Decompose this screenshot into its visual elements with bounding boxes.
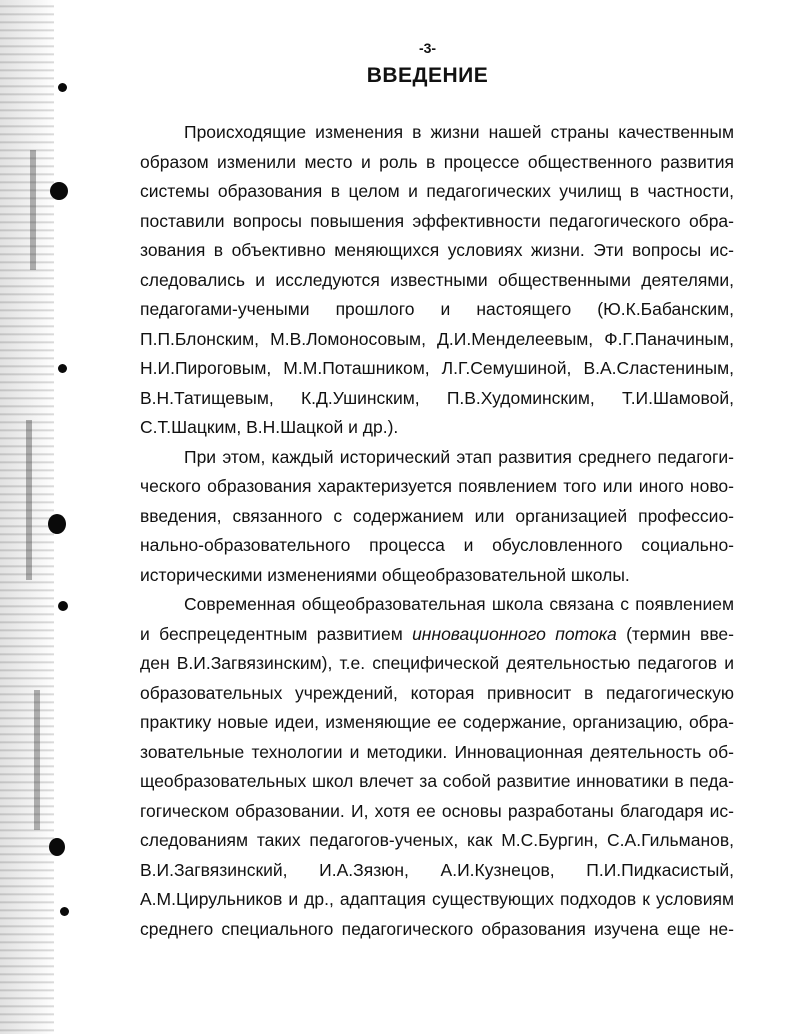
text-line: следованиям таких педагогов-ученых, как М.С.Бургин, С.А.Гильманов, [140,830,734,850]
text-line: А.М.Цирульников и др., адаптация существующих подходов к условиям [140,889,734,909]
body-text [140,118,734,944]
text-line: гогическом образовании. И, хотя ее основы разработаны благодаря ис- [140,800,734,821]
text-line: нально-образовательного процесса и обусловленного социально- [140,535,734,555]
text-segment: и беспрецедентным развитием [140,623,413,644]
text-line: образом изменили место и роль в процессе общественного развития [140,151,734,172]
text-line: При этом, каждый исторический этап развития среднего педагоги- [184,446,734,467]
text-line: зования в объективно меняющихся условиях жизни. Эти вопросы ис- [140,240,734,260]
page-number: -3- [418,40,437,56]
text-line-with-emphasis [140,620,734,650]
binder-hole-mark [60,907,69,916]
text-line: зовательные технологии и методики. Инновационная деятельность об- [140,741,734,762]
text-line: историческими изменениями общеобразовательной школы. [140,564,630,585]
page-title: ВВЕДЕНИЕ [366,64,489,87]
binder-hole-mark [48,514,66,534]
text-line: ческого образования характеризуется появлением того или иного ново- [140,476,734,496]
text-line: В.Н.Татищевым, К.Д.Ушинским, П.В.Худоминским, Т.И.Шамовой, [140,387,734,408]
scan-margin-artifact [0,0,54,1034]
binder-hole-mark [58,364,67,373]
text-line: В.И.Загвязинский, И.А.Зязюн, А.И.Кузнецов, П.И.Пидкасистый, [140,859,734,880]
text-line: С.Т.Шацким, В.Н.Шацкой и др.). [140,417,399,437]
scan-streak [34,690,40,830]
text-line: ден В.И.Загвязинским), т.е. специфической деятельностью педагогов и [140,653,734,673]
text-segment: (термин вве- [616,623,734,644]
text-line: Происходящие изменения в жизни нашей страны качественным [184,122,734,142]
binder-hole-mark [50,182,68,200]
binder-hole-mark [58,601,68,611]
paragraph-1 [140,118,734,443]
text-line: поставили вопросы повышения эффективности педагогического обра- [140,210,734,231]
text-line: щеобразовательных школ влечет за собой развитие инноватики в педа- [140,771,734,791]
text-line: педагогами-учеными прошлого и настоящего (Ю.К.Бабанским, [140,299,734,319]
text-line: П.П.Блонским, М.В.Ломоносовым, Д.И.Менделеевым, Ф.Г.Паначиным, [140,328,734,349]
text-line: практику новые идеи, изменяющие ее содержание, организацию, обра- [140,712,734,732]
text-line: среднего специального педагогического образования изучена еще не- [140,918,734,939]
scan-streak [26,420,32,580]
text-line: введения, связанного с содержанием или организацией профессио- [140,505,734,526]
paragraph-2 [140,443,734,591]
text-line: Современная общеобразовательная школа связана с появлением [184,594,734,614]
binder-hole-mark [49,838,65,856]
paragraph-3 [140,590,734,944]
text-line: системы образования в целом и педагогических училищ в частности, [140,181,734,201]
text-line: образовательных учреждений, которая привносит в педагогическую [140,682,734,703]
text-line: Н.И.Пироговым, М.М.Поташником, Л.Г.Семушиной, В.А.Сластениным, [140,358,734,378]
emphasized-term: инновационного потока [412,623,617,644]
scan-streak [30,150,36,270]
text-line: следовались и исследуются известными общественными деятелями, [140,269,734,290]
